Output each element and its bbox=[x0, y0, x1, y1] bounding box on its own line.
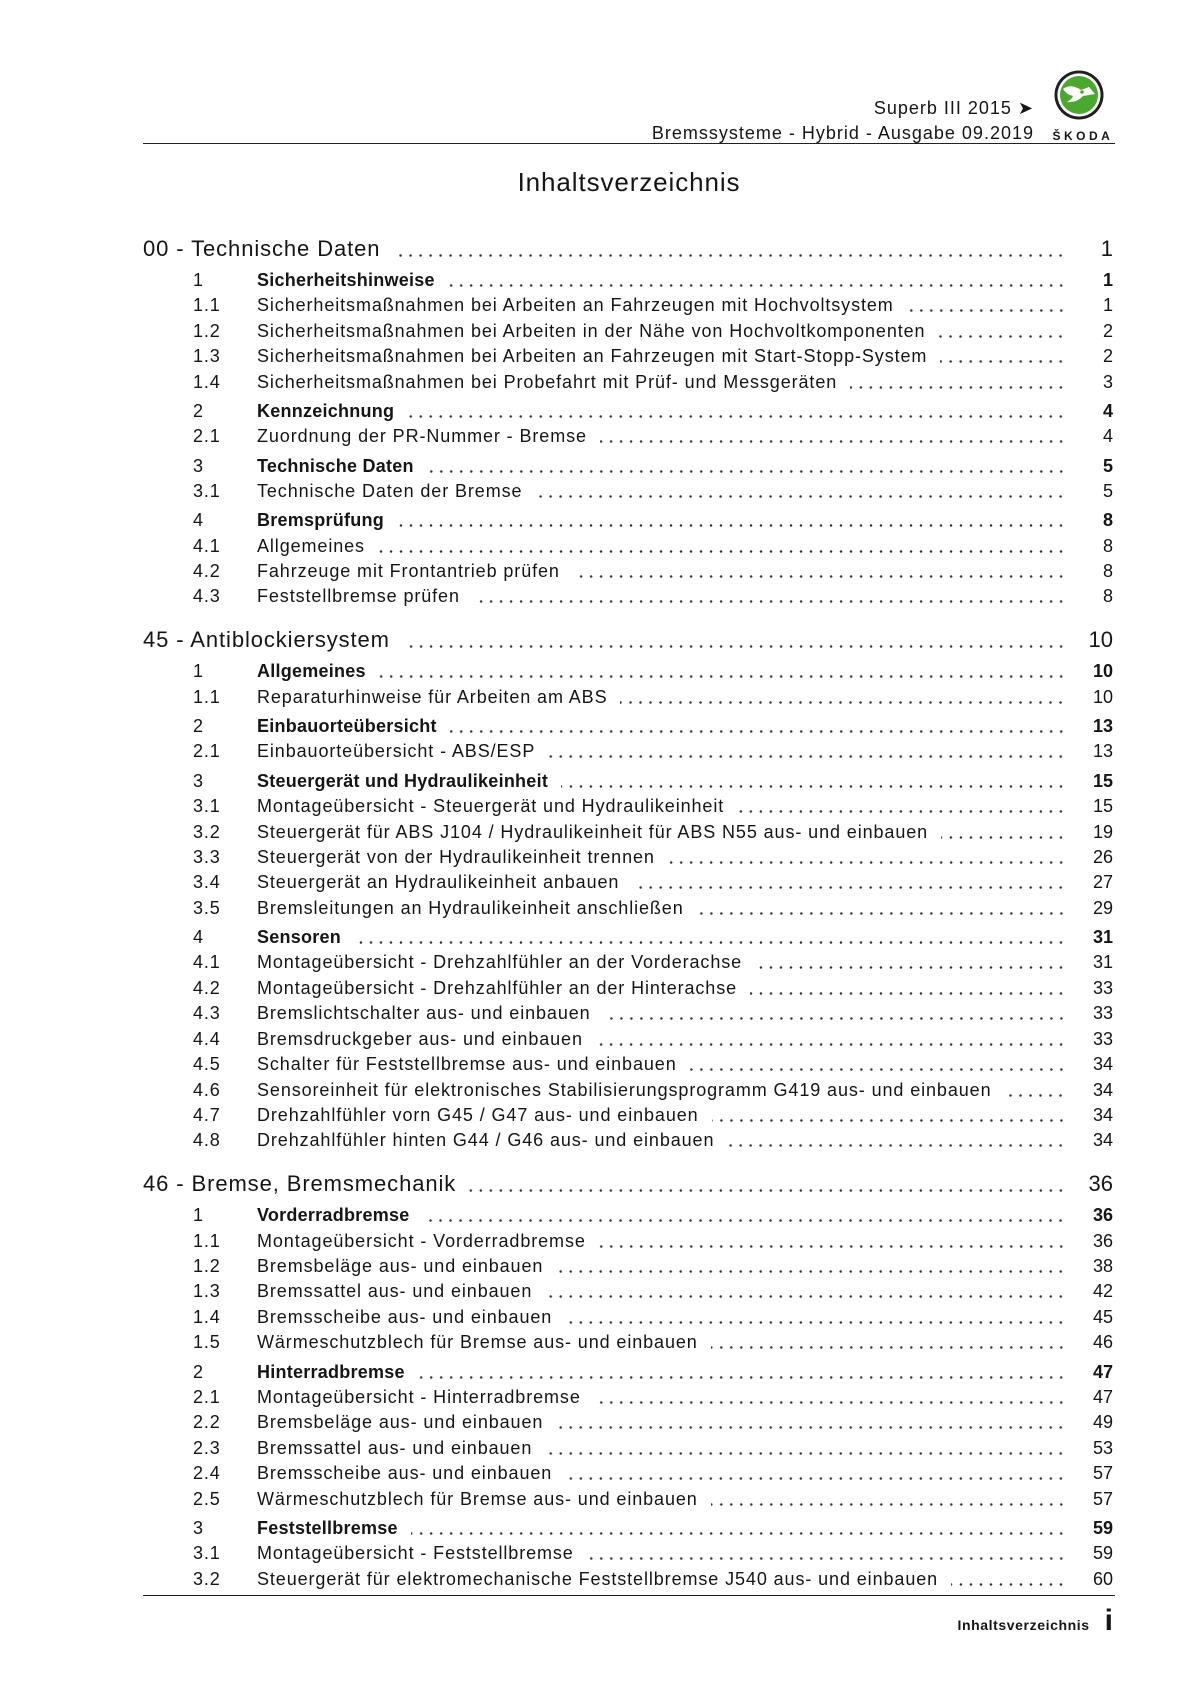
entry-number: 1.5 bbox=[193, 1332, 221, 1353]
dot-leader bbox=[556, 1254, 1066, 1279]
entry-title: Wärmeschutzblech für Bremse aus- und einbauen bbox=[257, 1488, 698, 1509]
toc-subsection-entry bbox=[193, 319, 1113, 344]
entry-number: 4.3 bbox=[193, 586, 221, 607]
entry-page-number: 38 bbox=[1092, 1256, 1113, 1277]
entry-title: Bremsleitungen an Hydraulikeinheit anschließen bbox=[257, 897, 684, 918]
entry-page-number: 60 bbox=[1092, 1568, 1113, 1589]
entry-page-number: 42 bbox=[1092, 1281, 1113, 1302]
header-divider bbox=[143, 143, 1115, 144]
toc-subsection-entry bbox=[193, 1461, 1113, 1486]
entry-title: Bremsprüfung bbox=[257, 510, 385, 531]
toc-chapter-entry bbox=[193, 508, 1113, 533]
section-heading bbox=[143, 234, 1113, 264]
entry-number: 4.2 bbox=[193, 561, 221, 582]
dot-leader bbox=[711, 1330, 1066, 1355]
entry-title: Bremsscheibe aus- und einbauen bbox=[257, 1306, 553, 1327]
entry-page-number: 1 bbox=[1102, 269, 1113, 290]
toc-subsection-entry bbox=[193, 584, 1113, 609]
entry-number: 4 bbox=[193, 510, 204, 531]
entry-page-number: 34 bbox=[1092, 1079, 1113, 1100]
entry-list bbox=[193, 268, 1113, 610]
entry-number: 2 bbox=[193, 716, 204, 737]
dot-leader bbox=[573, 559, 1066, 584]
entry-number: 3.4 bbox=[193, 872, 221, 893]
brand-logo bbox=[1049, 69, 1114, 143]
dot-leader bbox=[940, 344, 1066, 369]
dot-leader bbox=[750, 976, 1066, 1001]
entry-title: Bremsbeläge aus- und einbauen bbox=[257, 1412, 544, 1433]
toc-subsection-entry bbox=[193, 950, 1113, 975]
entry-title: Wärmeschutzblech für Bremse aus- und einbauen bbox=[257, 1332, 698, 1353]
entry-page-number: 10 bbox=[1092, 686, 1113, 707]
toc-chapter-entry bbox=[193, 399, 1113, 424]
section-page-number: 10 bbox=[1088, 627, 1113, 653]
toc-subsection-entry bbox=[193, 1541, 1113, 1566]
table-of-contents bbox=[143, 234, 1113, 1592]
entry-title: Bremsbeläge aus- und einbauen bbox=[257, 1256, 544, 1277]
entry-title: Montageübersicht - Steuergerät und Hydraulikeinheit bbox=[257, 796, 725, 817]
entry-number: 3.1 bbox=[193, 1543, 221, 1564]
dot-leader bbox=[907, 293, 1066, 318]
toc-subsection-entry bbox=[193, 293, 1113, 318]
entry-number: 4.1 bbox=[193, 535, 221, 556]
entry-number: 3.2 bbox=[193, 1568, 221, 1589]
entry-page-number: 59 bbox=[1092, 1517, 1113, 1538]
dot-leader bbox=[711, 1487, 1066, 1512]
entry-number: 4.5 bbox=[193, 1054, 221, 1075]
entry-page-number: 3 bbox=[1102, 371, 1113, 392]
dot-leader bbox=[469, 1169, 1066, 1199]
dot-leader bbox=[422, 1203, 1066, 1228]
dot-leader bbox=[450, 714, 1066, 739]
toc-subsection-entry bbox=[193, 1001, 1113, 1026]
entry-number: 1.1 bbox=[193, 1230, 221, 1251]
entry-title: Sicherheitshinweise bbox=[257, 269, 435, 290]
toc-section bbox=[143, 234, 1113, 610]
entry-title: Montageübersicht - Drehzahlfühler an der Vorderachse bbox=[257, 952, 743, 973]
toc-subsection-entry bbox=[193, 794, 1113, 819]
entry-number: 3.1 bbox=[193, 480, 221, 501]
entry-title: Bremsdruckgeber aus- und einbauen bbox=[257, 1028, 583, 1049]
toc-subsection-entry bbox=[193, 534, 1113, 559]
section-heading bbox=[143, 1169, 1113, 1199]
entry-page-number: 26 bbox=[1092, 846, 1113, 867]
entry-page-number: 8 bbox=[1102, 586, 1113, 607]
dot-leader bbox=[850, 370, 1066, 395]
skoda-logo-icon bbox=[1053, 69, 1105, 121]
section-page-number: 1 bbox=[1100, 236, 1113, 261]
dot-leader bbox=[727, 1128, 1066, 1153]
entry-page-number: 29 bbox=[1092, 897, 1113, 918]
entry-page-number: 34 bbox=[1092, 1054, 1113, 1075]
toc-subsection-entry bbox=[193, 1385, 1113, 1410]
entry-number: 1.4 bbox=[193, 371, 221, 392]
dot-leader bbox=[379, 659, 1066, 684]
toc-subsection-entry bbox=[193, 559, 1113, 584]
entry-title: Steuergerät und Hydraulikeinheit bbox=[257, 770, 549, 791]
dot-leader bbox=[393, 234, 1066, 264]
entry-number: 2.5 bbox=[193, 1488, 221, 1509]
entry-title: Montageübersicht - Feststellbremse bbox=[257, 1543, 574, 1564]
entry-title: Bremssattel aus- und einbauen bbox=[257, 1281, 533, 1302]
entry-title: Montageübersicht - Drehzahlfühler an der Hinterachse bbox=[257, 977, 738, 998]
entry-page-number: 27 bbox=[1092, 872, 1113, 893]
toc-subsection-entry bbox=[193, 896, 1113, 921]
footer-label: Inhaltsverzeichnis bbox=[957, 1617, 1090, 1633]
dot-leader bbox=[354, 925, 1066, 950]
entry-page-number: 2 bbox=[1102, 320, 1113, 341]
entry-title: Allgemeines bbox=[257, 661, 366, 682]
dot-leader bbox=[556, 1410, 1066, 1435]
entry-page-number: 53 bbox=[1092, 1437, 1113, 1458]
dot-leader bbox=[403, 625, 1066, 655]
entry-page-number: 33 bbox=[1092, 1003, 1113, 1024]
entry-title: Schalter für Feststellbremse aus- und einbauen bbox=[257, 1054, 677, 1075]
toc-subsection-entry bbox=[193, 1103, 1113, 1128]
toc-subsection-entry bbox=[193, 1128, 1113, 1153]
entry-title: Steuergerät von der Hydraulikeinheit trennen bbox=[257, 846, 655, 867]
dot-leader bbox=[697, 896, 1066, 921]
page-title: Inhaltsverzeichnis bbox=[517, 167, 741, 197]
toc-chapter-entry bbox=[193, 769, 1113, 794]
entry-number: 3 bbox=[193, 455, 204, 476]
entry-page-number: 15 bbox=[1092, 770, 1113, 791]
toc-chapter-entry bbox=[193, 1203, 1113, 1228]
entry-number: 3 bbox=[193, 1517, 204, 1538]
header-model: Superb III 2015 ➤ bbox=[873, 98, 1034, 118]
entry-number: 1 bbox=[193, 1205, 204, 1226]
dot-leader bbox=[407, 399, 1066, 424]
dot-leader bbox=[668, 845, 1066, 870]
entry-page-number: 31 bbox=[1092, 952, 1113, 973]
entry-title: Hinterradbremse bbox=[257, 1361, 405, 1382]
entry-number: 4.6 bbox=[193, 1079, 221, 1100]
toc-subsection-entry bbox=[193, 479, 1113, 504]
entry-page-number: 36 bbox=[1092, 1205, 1113, 1226]
entry-page-number: 5 bbox=[1102, 480, 1113, 501]
entry-title: Technische Daten der Bremse bbox=[257, 480, 523, 501]
entry-page-number: 36 bbox=[1092, 1230, 1113, 1251]
toc-subsection-entry bbox=[193, 424, 1113, 449]
toc-subsection-entry bbox=[193, 845, 1113, 870]
entry-page-number: 33 bbox=[1092, 1028, 1113, 1049]
entry-page-number: 13 bbox=[1092, 716, 1113, 737]
entry-title: Montageübersicht - Hinterradbremse bbox=[257, 1386, 581, 1407]
entry-number: 1.3 bbox=[193, 1281, 221, 1302]
entry-number: 2 bbox=[193, 1361, 204, 1382]
toc-subsection-entry bbox=[193, 1254, 1113, 1279]
dot-leader bbox=[561, 769, 1066, 794]
toc-subsection-entry bbox=[193, 1436, 1113, 1461]
entry-number: 3 bbox=[193, 770, 204, 791]
dot-leader bbox=[604, 1001, 1066, 1026]
entry-page-number: 2 bbox=[1102, 346, 1113, 367]
entry-title: Bremsscheibe aus- und einbauen bbox=[257, 1463, 553, 1484]
entry-number: 4 bbox=[193, 927, 204, 948]
entry-page-number: 45 bbox=[1092, 1306, 1113, 1327]
page-footer bbox=[957, 1601, 1113, 1641]
entry-number: 1.3 bbox=[193, 346, 221, 367]
entry-number: 4.8 bbox=[193, 1130, 221, 1151]
dot-leader bbox=[548, 739, 1066, 764]
toc-chapter-entry bbox=[193, 659, 1113, 684]
entry-title: Steuergerät für ABS J104 / Hydraulikeinheit für ABS N55 aus- und einbauen bbox=[257, 821, 929, 842]
entry-title: Zuordnung der PR-Nummer - Bremse bbox=[257, 426, 587, 447]
entry-page-number: 33 bbox=[1092, 977, 1113, 998]
entry-page-number: 4 bbox=[1102, 400, 1113, 421]
entry-page-number: 49 bbox=[1092, 1412, 1113, 1433]
entry-number: 2 bbox=[193, 400, 204, 421]
entry-number: 2.2 bbox=[193, 1412, 221, 1433]
entry-title: Sicherheitsmaßnahmen bei Arbeiten an Fahrzeugen mit Hochvoltsystem bbox=[257, 295, 894, 316]
entry-title: Sensoreinheit für elektronisches Stabilisierungsprogramm G419 aus- und einbauen bbox=[257, 1079, 992, 1100]
entry-number: 4.1 bbox=[193, 952, 221, 973]
entry-page-number: 10 bbox=[1092, 661, 1113, 682]
dot-leader bbox=[427, 454, 1066, 479]
toc-subsection-entry bbox=[193, 976, 1113, 1001]
logo-text: ŠKODA bbox=[1052, 129, 1114, 143]
dot-leader bbox=[378, 534, 1066, 559]
toc-chapter-entry bbox=[193, 925, 1113, 950]
dot-leader bbox=[755, 950, 1066, 975]
entry-title: Steuergerät für elektromechanische Feststellbremse J540 aus- und einbauen bbox=[257, 1568, 939, 1589]
entry-number: 4.7 bbox=[193, 1104, 221, 1125]
entry-page-number: 47 bbox=[1092, 1386, 1113, 1407]
dot-leader bbox=[545, 1436, 1066, 1461]
header-subtitle: Bremssysteme - Hybrid - Ausgabe 09.2019 bbox=[651, 123, 1034, 143]
toc-chapter-entry bbox=[193, 1516, 1113, 1541]
dot-leader bbox=[565, 1461, 1066, 1486]
entry-title: Technische Daten bbox=[257, 455, 414, 476]
dot-leader bbox=[737, 794, 1066, 819]
entry-number: 4.3 bbox=[193, 1003, 221, 1024]
dot-leader bbox=[632, 870, 1066, 895]
entry-title: Bremslichtschalter aus- und einbauen bbox=[257, 1003, 591, 1024]
section-page-number: 36 bbox=[1088, 1171, 1113, 1197]
dot-leader bbox=[596, 1027, 1066, 1052]
toc-chapter-entry bbox=[193, 714, 1113, 739]
entry-number: 2.4 bbox=[193, 1463, 221, 1484]
dot-leader bbox=[1004, 1078, 1066, 1103]
entry-page-number: 59 bbox=[1092, 1543, 1113, 1564]
toc-subsection-entry bbox=[193, 370, 1113, 395]
entry-page-number: 57 bbox=[1092, 1488, 1113, 1509]
entry-page-number: 34 bbox=[1092, 1130, 1113, 1151]
dot-leader bbox=[397, 508, 1066, 533]
entry-page-number: 19 bbox=[1092, 821, 1113, 842]
entry-title: Feststellbremse prüfen bbox=[257, 586, 460, 607]
dot-leader bbox=[599, 1229, 1066, 1254]
toc-subsection-entry bbox=[193, 1027, 1113, 1052]
entry-title: Steuergerät an Hydraulikeinheit anbauen bbox=[257, 872, 620, 893]
footer-divider bbox=[143, 1595, 1115, 1596]
entry-number: 4.2 bbox=[193, 977, 221, 998]
toc-subsection-entry bbox=[193, 1410, 1113, 1435]
dot-leader bbox=[535, 479, 1066, 504]
dot-leader bbox=[712, 1103, 1066, 1128]
entry-page-number: 8 bbox=[1102, 535, 1113, 556]
dot-leader bbox=[951, 1567, 1066, 1592]
toc-section bbox=[143, 625, 1113, 1153]
entry-list bbox=[193, 659, 1113, 1153]
toc-section bbox=[143, 1169, 1113, 1592]
entry-title: Vorderradbremse bbox=[257, 1205, 410, 1226]
toc-chapter-entry bbox=[193, 1360, 1113, 1385]
toc-subsection-entry bbox=[193, 1305, 1113, 1330]
dot-leader bbox=[448, 268, 1066, 293]
entry-title: Feststellbremse bbox=[257, 1517, 398, 1538]
dot-leader bbox=[690, 1052, 1066, 1077]
toc-chapter-entry bbox=[193, 454, 1113, 479]
entry-page-number: 4 bbox=[1102, 426, 1113, 447]
entry-list bbox=[193, 1203, 1113, 1592]
entry-title: Sicherheitsmaßnahmen bei Arbeiten in der Nähe von Hochvoltkomponenten bbox=[257, 320, 926, 341]
entry-number: 1.1 bbox=[193, 295, 221, 316]
entry-number: 1.2 bbox=[193, 1256, 221, 1277]
entry-page-number: 8 bbox=[1102, 510, 1113, 531]
entry-title: Drehzahlfühler vorn G45 / G47 aus- und einbauen bbox=[257, 1104, 699, 1125]
section-title: 45 - Antiblockiersystem bbox=[143, 627, 390, 653]
entry-page-number: 1 bbox=[1102, 295, 1113, 316]
entry-title: Einbauorteübersicht - ABS/ESP bbox=[257, 741, 536, 762]
dot-leader bbox=[587, 1541, 1066, 1566]
page-header bbox=[652, 96, 1034, 146]
entry-title: Montageübersicht - Vorderradbremse bbox=[257, 1230, 586, 1251]
entry-title: Reparaturhinweise für Arbeiten am ABS bbox=[257, 686, 608, 707]
entry-number: 4.4 bbox=[193, 1028, 221, 1049]
entry-number: 2.1 bbox=[193, 1386, 221, 1407]
entry-page-number: 8 bbox=[1102, 561, 1113, 582]
entry-page-number: 13 bbox=[1092, 741, 1113, 762]
dot-leader bbox=[938, 319, 1066, 344]
entry-title: Drehzahlfühler hinten G44 / G46 aus- und einbauen bbox=[257, 1130, 715, 1151]
entry-number: 1.2 bbox=[193, 320, 221, 341]
dot-leader bbox=[545, 1279, 1066, 1304]
toc-chapter-entry bbox=[193, 268, 1113, 293]
toc-subsection-entry bbox=[193, 1229, 1113, 1254]
toc-subsection-entry bbox=[193, 1052, 1113, 1077]
toc-subsection-entry bbox=[193, 685, 1113, 710]
dot-leader bbox=[418, 1360, 1066, 1385]
toc-subsection-entry bbox=[193, 820, 1113, 845]
entry-number: 3.5 bbox=[193, 897, 221, 918]
entry-title: Allgemeines bbox=[257, 535, 365, 556]
entry-number: 1.4 bbox=[193, 1306, 221, 1327]
dot-leader bbox=[600, 424, 1066, 449]
section-title: 00 - Technische Daten bbox=[143, 236, 381, 261]
toc-subsection-entry bbox=[193, 739, 1113, 764]
entry-title: Bremssattel aus- und einbauen bbox=[257, 1437, 533, 1458]
entry-title: Kennzeichnung bbox=[257, 400, 395, 421]
toc-subsection-entry bbox=[193, 1330, 1113, 1355]
entry-number: 3.3 bbox=[193, 846, 221, 867]
entry-number: 1 bbox=[193, 269, 204, 290]
dot-leader bbox=[594, 1385, 1066, 1410]
entry-number: 1 bbox=[193, 661, 204, 682]
entry-number: 2.1 bbox=[193, 426, 221, 447]
entry-title: Fahrzeuge mit Frontantrieb prüfen bbox=[257, 561, 560, 582]
entry-page-number: 15 bbox=[1092, 796, 1113, 817]
entry-page-number: 57 bbox=[1092, 1463, 1113, 1484]
dot-leader bbox=[620, 685, 1066, 710]
entry-number: 2.1 bbox=[193, 741, 221, 762]
toc-subsection-entry bbox=[193, 1567, 1113, 1592]
footer-page-number: i bbox=[1104, 1604, 1113, 1637]
entry-title: Sensoren bbox=[257, 927, 342, 948]
dot-leader bbox=[473, 584, 1066, 609]
entry-page-number: 34 bbox=[1092, 1104, 1113, 1125]
entry-title: Sicherheitsmaßnahmen bei Arbeiten an Fahrzeugen mit Start-Stopp-System bbox=[257, 346, 928, 367]
toc-subsection-entry bbox=[193, 870, 1113, 895]
toc-subsection-entry bbox=[193, 1279, 1113, 1304]
entry-title: Sicherheitsmaßnahmen bei Probefahrt mit Prüf- und Messgeräten bbox=[257, 371, 838, 392]
entry-number: 3.2 bbox=[193, 821, 221, 842]
toc-subsection-entry bbox=[193, 1078, 1113, 1103]
entry-page-number: 46 bbox=[1092, 1332, 1113, 1353]
entry-title: Einbauorteübersicht bbox=[257, 716, 437, 737]
entry-number: 2.3 bbox=[193, 1437, 221, 1458]
entry-page-number: 47 bbox=[1092, 1361, 1113, 1382]
dot-leader bbox=[411, 1516, 1066, 1541]
entry-page-number: 31 bbox=[1092, 927, 1113, 948]
entry-page-number: 5 bbox=[1102, 455, 1113, 476]
dot-leader bbox=[941, 820, 1066, 845]
entry-number: 3.1 bbox=[193, 796, 221, 817]
section-title: 46 - Bremse, Bremsmechanik bbox=[143, 1171, 457, 1197]
section-heading bbox=[143, 625, 1113, 655]
dot-leader bbox=[565, 1305, 1066, 1330]
toc-subsection-entry bbox=[193, 1487, 1113, 1512]
entry-number: 1.1 bbox=[193, 686, 221, 707]
toc-subsection-entry bbox=[193, 344, 1113, 369]
